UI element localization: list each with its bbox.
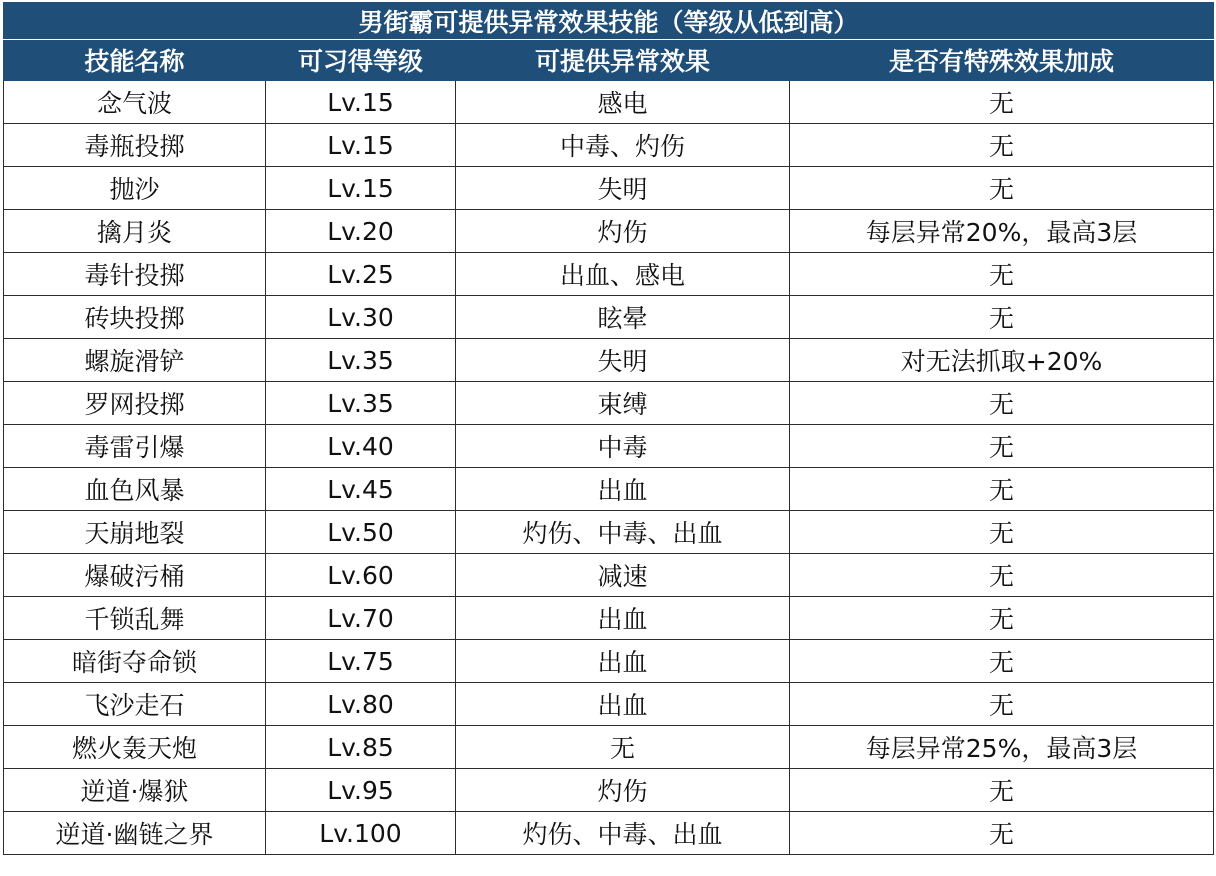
cell-status-effect: 失明 <box>456 339 790 382</box>
cell-learn-level: Lv.30 <box>266 296 456 339</box>
cell-special-bonus: 无 <box>790 253 1214 296</box>
cell-special-bonus: 无 <box>790 468 1214 511</box>
cell-special-bonus: 无 <box>790 382 1214 425</box>
cell-special-bonus: 无 <box>790 296 1214 339</box>
table-header-row <box>4 40 1214 81</box>
cell-skill-name: 血色风暴 <box>4 468 266 511</box>
cell-skill-name: 逆道·幽链之界 <box>4 812 266 855</box>
table-row <box>4 468 1214 511</box>
table-row <box>4 167 1214 210</box>
cell-skill-name: 天崩地裂 <box>4 511 266 554</box>
cell-status-effect: 眩晕 <box>456 296 790 339</box>
cell-status-effect: 出血 <box>456 683 790 726</box>
cell-learn-level: Lv.100 <box>266 812 456 855</box>
cell-learn-level: Lv.35 <box>266 382 456 425</box>
table-row <box>4 597 1214 640</box>
cell-skill-name: 螺旋滑铲 <box>4 339 266 382</box>
cell-learn-level: Lv.35 <box>266 339 456 382</box>
cell-learn-level: Lv.50 <box>266 511 456 554</box>
cell-special-bonus: 无 <box>790 769 1214 812</box>
cell-special-bonus: 无 <box>790 812 1214 855</box>
table-row <box>4 726 1214 769</box>
table-row <box>4 81 1214 124</box>
header-learn-level: 可习得等级 <box>266 40 456 81</box>
table-row <box>4 769 1214 812</box>
cell-status-effect: 中毒、灼伤 <box>456 124 790 167</box>
cell-learn-level: Lv.95 <box>266 769 456 812</box>
cell-learn-level: Lv.15 <box>266 124 456 167</box>
cell-special-bonus: 每层异常20%，最高3层 <box>790 210 1214 253</box>
cell-skill-name: 罗网投掷 <box>4 382 266 425</box>
cell-status-effect: 减速 <box>456 554 790 597</box>
cell-skill-name: 擒月炎 <box>4 210 266 253</box>
table-row <box>4 640 1214 683</box>
cell-special-bonus: 无 <box>790 425 1214 468</box>
cell-status-effect: 出血 <box>456 597 790 640</box>
cell-special-bonus: 无 <box>790 124 1214 167</box>
cell-special-bonus: 无 <box>790 554 1214 597</box>
cell-skill-name: 抛沙 <box>4 167 266 210</box>
cell-learn-level: Lv.70 <box>266 597 456 640</box>
table-row <box>4 124 1214 167</box>
cell-skill-name: 千锁乱舞 <box>4 597 266 640</box>
header-status-effect: 可提供异常效果 <box>456 40 790 81</box>
cell-learn-level: Lv.40 <box>266 425 456 468</box>
cell-status-effect: 出血 <box>456 640 790 683</box>
cell-skill-name: 暗街夺命锁 <box>4 640 266 683</box>
table-title: 男街霸可提供异常效果技能（等级从低到高） <box>4 3 1214 40</box>
cell-special-bonus: 对无法抓取+20% <box>790 339 1214 382</box>
cell-skill-name: 毒针投掷 <box>4 253 266 296</box>
cell-status-effect: 束缚 <box>456 382 790 425</box>
table-row <box>4 683 1214 726</box>
cell-special-bonus: 无 <box>790 167 1214 210</box>
table-row <box>4 210 1214 253</box>
cell-learn-level: Lv.20 <box>266 210 456 253</box>
table-row <box>4 511 1214 554</box>
cell-special-bonus: 每层异常25%，最高3层 <box>790 726 1214 769</box>
cell-skill-name: 砖块投掷 <box>4 296 266 339</box>
cell-learn-level: Lv.15 <box>266 167 456 210</box>
cell-status-effect: 感电 <box>456 81 790 124</box>
table-row <box>4 296 1214 339</box>
cell-status-effect: 灼伤、中毒、出血 <box>456 812 790 855</box>
cell-skill-name: 燃火轰天炮 <box>4 726 266 769</box>
cell-learn-level: Lv.60 <box>266 554 456 597</box>
cell-skill-name: 毒瓶投掷 <box>4 124 266 167</box>
cell-learn-level: Lv.45 <box>266 468 456 511</box>
cell-special-bonus: 无 <box>790 683 1214 726</box>
cell-status-effect: 中毒 <box>456 425 790 468</box>
cell-learn-level: Lv.25 <box>266 253 456 296</box>
table-row <box>4 425 1214 468</box>
cell-status-effect: 无 <box>456 726 790 769</box>
table-row <box>4 339 1214 382</box>
cell-skill-name: 毒雷引爆 <box>4 425 266 468</box>
header-skill-name: 技能名称 <box>4 40 266 81</box>
cell-special-bonus: 无 <box>790 597 1214 640</box>
cell-learn-level: Lv.85 <box>266 726 456 769</box>
cell-status-effect: 出血 <box>456 468 790 511</box>
table-row <box>4 812 1214 855</box>
cell-skill-name: 念气波 <box>4 81 266 124</box>
cell-status-effect: 灼伤 <box>456 210 790 253</box>
cell-status-effect: 灼伤 <box>456 769 790 812</box>
table-title-row <box>4 3 1214 40</box>
table-row <box>4 554 1214 597</box>
skill-table <box>3 2 1214 855</box>
cell-learn-level: Lv.75 <box>266 640 456 683</box>
cell-learn-level: Lv.15 <box>266 81 456 124</box>
header-special-bonus: 是否有特殊效果加成 <box>790 40 1214 81</box>
cell-status-effect: 灼伤、中毒、出血 <box>456 511 790 554</box>
cell-skill-name: 飞沙走石 <box>4 683 266 726</box>
cell-status-effect: 失明 <box>456 167 790 210</box>
cell-skill-name: 逆道·爆狱 <box>4 769 266 812</box>
cell-special-bonus: 无 <box>790 511 1214 554</box>
table-body <box>4 81 1214 855</box>
table-row <box>4 382 1214 425</box>
table-row <box>4 253 1214 296</box>
cell-skill-name: 爆破污桶 <box>4 554 266 597</box>
cell-status-effect: 出血、感电 <box>456 253 790 296</box>
cell-special-bonus: 无 <box>790 640 1214 683</box>
cell-learn-level: Lv.80 <box>266 683 456 726</box>
cell-special-bonus: 无 <box>790 81 1214 124</box>
